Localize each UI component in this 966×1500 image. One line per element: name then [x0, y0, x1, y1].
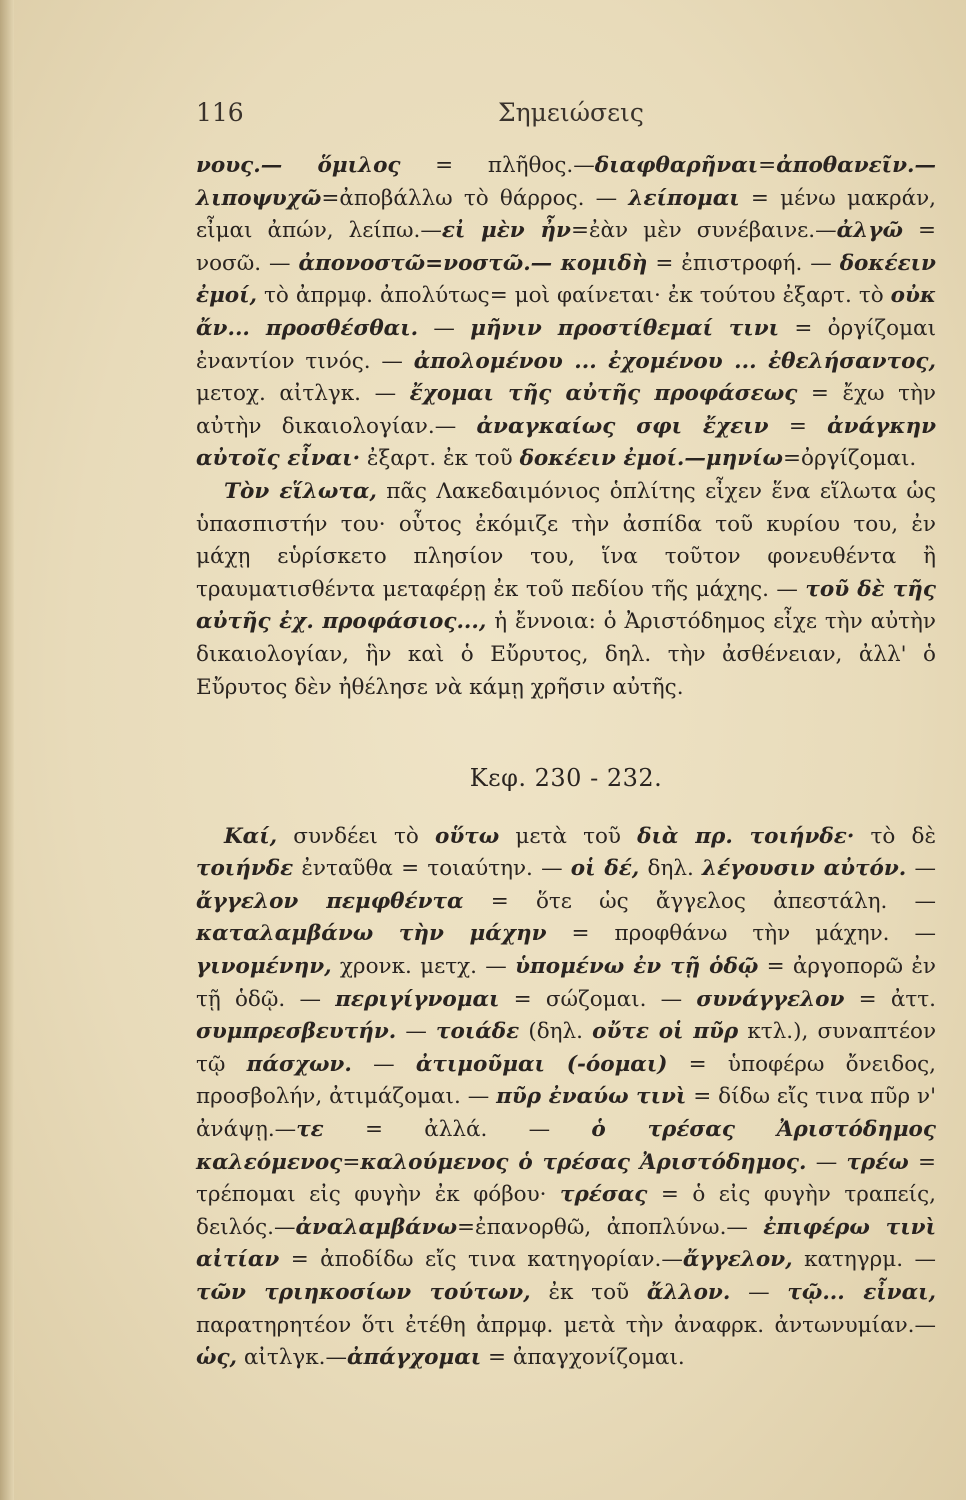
- lemma: ἄγγελον,: [682, 1247, 793, 1273]
- gloss-text: =: [768, 413, 828, 439]
- gloss-text: —: [396, 1019, 437, 1045]
- gloss-text: = ἀπαγχονίζομαι.: [481, 1345, 685, 1371]
- lemma: οὔτε οἱ πῦρ: [592, 1019, 739, 1045]
- gloss-text: = ἀττ.: [844, 986, 936, 1012]
- lemma: οἱ δέ,: [570, 856, 640, 882]
- lemma: Καί,: [224, 823, 278, 849]
- lemma: ἔχομαι τῆς αὐτῆς προφάσεως: [409, 381, 798, 407]
- running-title: Σημειώσεις: [498, 98, 644, 127]
- lemma: ὡς,: [196, 1345, 238, 1371]
- lemma: εἰ μὲν ἦν: [441, 218, 571, 244]
- lemma: λείπομαι: [628, 185, 740, 211]
- gloss-text: —: [351, 1051, 416, 1077]
- gloss-text: =: [758, 153, 777, 178]
- lemma: ἀναλαμβάνω: [295, 1214, 458, 1240]
- lemma: πάσχων.: [246, 1051, 352, 1077]
- lemma: ἀλγῶ: [836, 218, 903, 244]
- lemma: τοιάδε: [436, 1019, 520, 1045]
- lemma: τρέω: [846, 1149, 909, 1175]
- gloss-text: —: [730, 1280, 788, 1305]
- lemma: δοκέειν ἐμοί,: [196, 250, 936, 309]
- lemma: δοκέειν ἐμοί.—μηνίω: [519, 446, 784, 472]
- gloss-text: = ὑποφέρω ὄνειδος, προσβολήν, ἀτιμάζομαι. —: [196, 1051, 937, 1110]
- lemma: ἀπονοστῶ=νοστῶ.— κομιδὴ: [298, 250, 648, 276]
- lemma: τοῦ δὲ τῆς αὐτῆς ἐχ. προφάσιος...,: [196, 576, 936, 635]
- gloss-text: =ἐὰν μὲν συνέβαινε.—: [570, 218, 837, 244]
- lemma: ὁ τρέσας Ἀριστόδημος καλεόμενος: [196, 1117, 936, 1175]
- gloss-text: = μένω μακράν, εἶμαι ἀπών, λείπω.—: [196, 185, 937, 244]
- gloss-text: = τρέπομαι εἰς φυγὴν ἐκ φόβου·: [196, 1149, 936, 1208]
- lemma: τρέσας: [560, 1182, 648, 1208]
- page-number: 116: [196, 98, 244, 127]
- lemma: συνάγγελον: [696, 986, 845, 1012]
- gloss-text: = νοσῶ. —: [196, 218, 936, 276]
- section-heading: Κεφ. 230 - 232.: [469, 764, 663, 793]
- lemma: ἀτιμοῦμαι (-όομαι): [415, 1051, 668, 1077]
- lemma: οὕτω: [434, 823, 500, 849]
- gloss-text: τὸ ἀπρμφ. ἀπολύτως= μοὶ φαίνεται· ἐκ τούτου ἐξαρτ. τὸ: [257, 283, 891, 309]
- lemma: ἀπάγχομαι: [347, 1345, 482, 1371]
- lemma: καλούμενος ὁ τρέσας Ἀριστόδημος.: [360, 1149, 807, 1175]
- lemma: ἐπιφέρω τινὶ αἰτίαν: [196, 1214, 936, 1273]
- notes-paragraph-2: [196, 476, 936, 704]
- lemma: μῆνιν προστίθεμαί τινι: [470, 315, 780, 341]
- gloss-text: συνδέει τὸ: [277, 823, 435, 849]
- gloss-text: =ὀργίζομαι.: [783, 446, 917, 472]
- lemma: διαφθαρῆναι: [594, 153, 759, 178]
- lemma: οὐκ ἄν... προσθέσθαι.: [196, 283, 936, 341]
- lemma: τε: [296, 1117, 324, 1143]
- gloss-text: = ἀργοπορῶ ἐν τῇ ὁδῷ. —: [196, 954, 936, 1012]
- lemma: τῷ... εἶναι,: [787, 1280, 937, 1305]
- gloss-text: —: [806, 1149, 847, 1175]
- lemma: ἀνάγκην αὐτοῖς εἶναι·: [196, 413, 937, 472]
- page-body: [196, 150, 936, 1375]
- lemma: ἀναγκαίως σφι ἔχειν: [476, 413, 769, 439]
- gloss-text: = σώζομαι. —: [499, 986, 697, 1012]
- lemma: ἄλλον.: [646, 1280, 731, 1305]
- gloss-text: = ὅτε ὡς ἄγγελος ἀπεστάλη. —: [463, 888, 936, 914]
- gloss-text: —: [906, 856, 936, 882]
- gloss-text: πᾶς Λακεδαιμόνιος ὁπλίτης εἶχεν ἕνα εἵλωτα ὡς ὑπασπιστήν του· οὗτος ἐκόμιζε τὴν ἀσπίδα τοῦ κυρίου του, ἐν μάχῃ εὑρίσκετο πλησίον του, ἵνα τοῦτον φονευθέντα ἢ τραυματισθέντα μεταφέρῃ ἐκ τοῦ πεδίου τῆς μάχης. —: [196, 478, 936, 602]
- lemma: λέγουσιν αὐτόν.: [702, 856, 907, 882]
- gloss-text: = προφθάνω τὴν μάχην. —: [546, 921, 937, 947]
- lemma: τοιήνδε: [196, 856, 294, 882]
- gloss-text: = ἀποδίδω εἴς τινα κατηγορίαν.—: [279, 1247, 683, 1273]
- lemma: νους.— ὅμιλος: [196, 153, 401, 178]
- gloss-text: παρατηρητέον ὅτι ἐτέθη ἀπρμφ. μετὰ τὴν ἀναφρκ. ἀντωνυμίαν.—: [196, 1312, 936, 1338]
- lemma: ἀπολομένου ... ἐχομένου ... ἐθελήσαντος,: [413, 348, 936, 374]
- gloss-text: ἡ ἔννοια: ὁ Ἀριστόδημος εἶχε τὴν αὐτὴν δικαιολογίαν, ἣν καὶ ὁ Εὔρυτος, δηλ. τὴν ἀσθένειαν, ἀλλ' ὁ Εὔρυτος δὲν ἠθέλησε νὰ κάμῃ χρῆσιν αὐτῆς.: [196, 609, 936, 700]
- gloss-text: = δίδω εἴς τινα πῦρ ν' ἀνάψῃ.—: [196, 1084, 936, 1143]
- gloss-text: χρονκ. μετχ. —: [331, 954, 516, 980]
- gloss-text: =ἐπανορθῶ, ἀποπλύνω.—: [457, 1214, 764, 1240]
- page-header: [196, 98, 770, 138]
- lemma: καταλαμβάνω τὴν μάχην: [196, 921, 547, 947]
- gloss-text: = ἀλλά. —: [323, 1117, 592, 1143]
- lemma: περιγίγνομαι: [335, 986, 500, 1012]
- gloss-text: ἐξαρτ. ἐκ τοῦ: [360, 446, 520, 472]
- lemma: πῦρ ἐναύω τινὶ: [496, 1084, 687, 1110]
- gloss-text: = ἔχω τὴν αὐτὴν δικαιολογίαν.—: [196, 381, 937, 439]
- lemma: συμπρεσβευτήν.: [196, 1019, 397, 1045]
- lemma: τῶν τριηκοσίων τούτων,: [196, 1280, 531, 1305]
- gloss-text: = ὁ εἰς φυγὴν τραπείς, δειλός.—: [196, 1182, 936, 1240]
- gloss-text: δηλ.: [639, 856, 702, 882]
- gloss-text: —: [418, 315, 471, 341]
- lemma: Τὸν εἵλωτα,: [224, 478, 377, 504]
- gloss-text: τὸ δὲ: [854, 823, 936, 849]
- gloss-text: αἰτλγκ.—: [237, 1345, 347, 1371]
- gloss-text: κατηγρμ. —: [792, 1247, 937, 1273]
- gloss-text: μετὰ τοῦ: [499, 823, 638, 849]
- gloss-text: =ἀποβάλλω τὸ θάρρος. —: [321, 185, 629, 211]
- gloss-text: ἐκ τοῦ: [530, 1280, 647, 1305]
- gloss-text: ἐνταῦθα = τοιαύτην. —: [293, 856, 571, 882]
- lemma: ἀποθανεῖν.— λιποψυχῶ: [196, 153, 936, 211]
- gloss-text: = ὀργίζομαι ἐναντίον τινός. —: [196, 315, 937, 374]
- gloss-text: = πλῆθος.—: [400, 153, 595, 178]
- gloss-text: (δηλ.: [519, 1019, 593, 1045]
- notes-paragraph-1: [196, 150, 936, 476]
- gloss-text: = ἐπιστροφή. —: [647, 250, 840, 276]
- page-edge-shadow: [0, 0, 14, 1500]
- lemma: ὑπομένω ἐν τῇ ὁδῷ: [515, 954, 759, 980]
- lemma: ἄγγελον πεμφθέντα: [196, 888, 464, 914]
- gloss-text: =: [342, 1149, 361, 1175]
- lemma: διὰ πρ. τοιήνδε·: [637, 823, 855, 849]
- notes-paragraph-3: [196, 821, 936, 1375]
- gloss-text: κτλ.), συναπτέον τῷ: [196, 1019, 937, 1077]
- gloss-text: μετοχ. αἰτλγκ. —: [196, 381, 410, 407]
- lemma: γινομένην,: [196, 954, 332, 980]
